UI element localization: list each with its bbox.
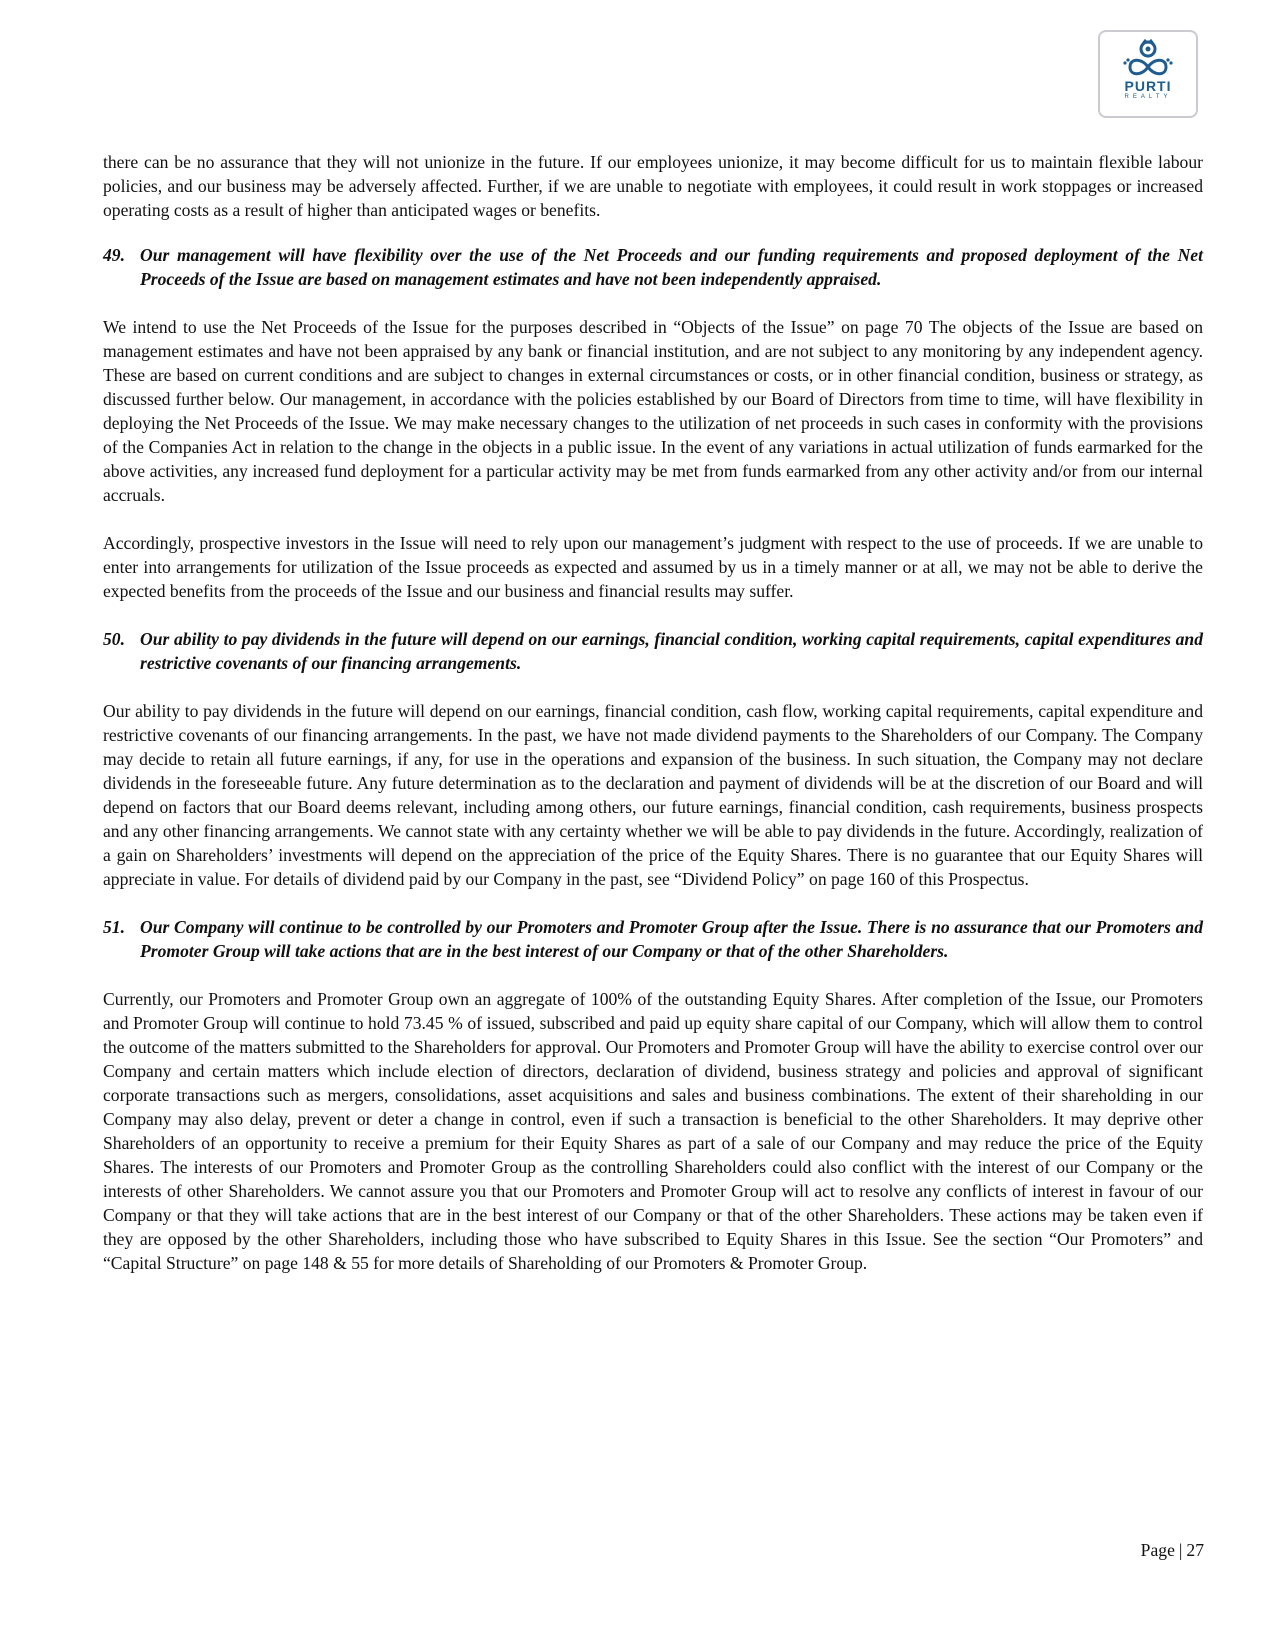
heading-number: 51. [103, 917, 125, 937]
heading-text: Our ability to pay dividends in the future will depend on our earnings, financial condition, working capital requirements, capital expenditures and restrictive covenants of our financing arrangements. [140, 629, 1203, 673]
paragraph-continued: there can be no assurance that they will not unionize in the future. If our employees unionize, it may become difficult for us to maintain flexible labour policies, and our business may be adversely affected. Further, if we are unable to negotiate with employees, it could result in work stoppages or increased operating costs as a result of higher than anticipated wages or benefits. [103, 152, 1203, 220]
heading-text: Our Company will continue to be controlled by our Promoters and Promoter Group after the Issue. There is no assurance that our Promoters and Promoter Group will take actions that are in the best interest of our Company or that of the other Shareholders. [140, 917, 1203, 961]
paragraph-50: Our ability to pay dividends in the future will depend on our earnings, financial condition, cash flow, working capital requirements, capital expenditure and restrictive covenants of our financing arrangements. In the past, we have not made dividend payments to the Shareholders of our Company. The Company may decide to retain all future earnings, if any, for use in the operations and expansion of the business. In such situation, the Company may not declare dividends in the foreseeable future. Any future determination as to the declaration and payment of dividends will be at the discretion of our Board and will depend on factors that our Board deems relevant, including among others, our future earnings, financial condition, cash requirements, business prospects and any other financing arrangements. We cannot state with any certainty whether we will be able to pay dividends in the future. Accordingly, realization of a gain on Shareholders’ investments will depend on the appreciation of the price of the Equity Shares. There is no guarantee that our Equity Shares will appreciate in value. For details of dividend paid by our Company in the past, see “Dividend Policy” on page 160 of this Prospectus. [103, 701, 1203, 889]
logo-name: PURTI [1124, 78, 1172, 94]
heading-text: Our management will have flexibility over the use of the Net Proceeds and our funding requirements and proposed deployment of the Net Proceeds of the Issue are based on management estimates and have not been independently appraised. [140, 245, 1203, 289]
risk-factor-heading-51 [103, 915, 1203, 963]
risk-factor-heading-50 [103, 627, 1203, 675]
purti-realty-emblem-icon [1120, 38, 1176, 78]
paragraph-51: Currently, our Promoters and Promoter Group own an aggregate of 100% of the outstanding Equity Shares. After completion of the Issue, our Promoters and Promoter Group will continue to hold 73.45 % of issued, subscribed and paid up equity share capital of our Company, which will allow them to control the outcome of the matters submitted to the Shareholders for approval. Our Promoters and Promoter Group will have the ability to exercise control over our Company and certain matters which include election of directors, declaration of dividend, business strategy and policies and approval of significant corporate transactions such as mergers, consolidations, asset acquisitions and sales and business combinations. The extent of their shareholding in our Company may also delay, prevent or deter a change in control, even if such a transaction is beneficial to the other Shareholders. It may deprive other Shareholders of an opportunity to receive a premium for their Equity Shares as part of a sale of our Company and may reduce the price of the Equity Shares. The interests of our Promoters and Promoter Group as the controlling Shareholders could also conflict with the interest of our Company or the interests of other Shareholders. We cannot assure you that our Promoters and Promoter Group will act to resolve any conflicts of interest in favour of our Company or that they will take actions that are in the best interest of our Company or that of the other Shareholders. These actions may be taken even if they are opposed by the other Shareholders, including those who have subscribed to Equity Shares in this Issue. See the section “Our Promoters” and “Capital Structure” on page 148 & 55 for more details of Shareholding of our Promoters & Promoter Group. [103, 989, 1203, 1273]
page-label: Page [1140, 1540, 1175, 1560]
paragraph-49a: We intend to use the Net Proceeds of the Issue for the purposes described in “Objects of the Issue” on page 70 The objects of the Issue are based on management estimates and have not been appraised by any bank or financial institution, and are not subject to any monitoring by any independent agency. These are based on current conditions and are subject to changes in external circumstances or costs, or in other financial condition, business or strategy, as discussed further below. Our management, in accordance with the policies established by our Board of Directors from time to time, will have flexibility in deploying the Net Proceeds of the Issue. We may make necessary changes to the utilization of net proceeds in such cases in conformity with the provisions of the Companies Act in relation to the change in the objects in a public issue. In the event of any variations in actual utilization of funds earmarked for the above activities, any increased fund deployment for a particular activity may be met from funds earmarked from any other activity and/or from our internal accruals. [103, 317, 1203, 505]
risk-factor-heading-49 [103, 243, 1203, 291]
page-footer [1141, 1538, 1204, 1562]
logo-subtitle: REALTY [1124, 94, 1172, 100]
paragraph-49b: Accordingly, prospective investors in the Issue will need to rely upon our management’s judgment with respect to the use of proceeds. If we are unable to enter into arrangements for utilization of the Issue proceeds as expected and assumed by us in a timely manner or at all, we may not be able to derive the expected benefits from the proceeds of the Issue and our business and financial results may suffer. [103, 533, 1203, 601]
company-logo [1098, 30, 1198, 118]
heading-number: 49. [103, 245, 125, 265]
page-separator: | [1178, 1540, 1183, 1560]
heading-number: 50. [103, 629, 125, 649]
page-number: 27 [1186, 1540, 1204, 1560]
document-body [103, 150, 1203, 1299]
